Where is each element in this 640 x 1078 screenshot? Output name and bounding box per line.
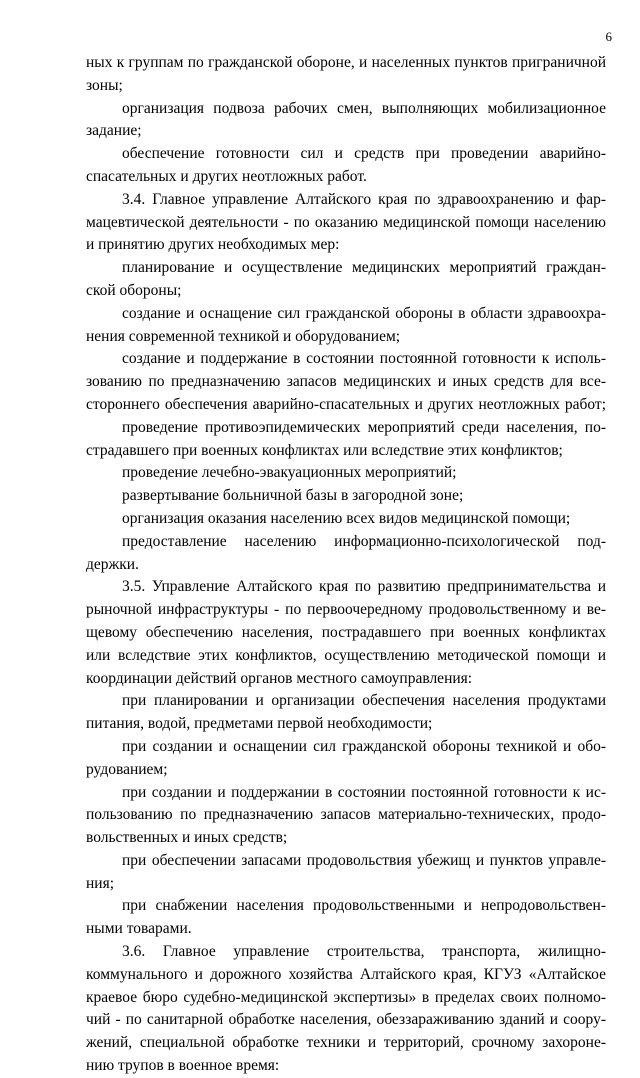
text-line: пользованию по предназначению запасов материально-технических, продо-	[86, 806, 606, 824]
text-line: рудованием;	[86, 760, 168, 778]
text-line: организация подвоза рабочих смен, выполняющих мобилизационное	[122, 99, 606, 117]
text-line: рыночной инфраструктуры - по первоочередному продовольственному и ве-	[86, 601, 606, 619]
text-line: жений, специальной обработке техники и территорий, срочному захороне-	[86, 1034, 606, 1052]
text-line: организация оказания населению всех видов медицинской помощи;	[122, 509, 571, 527]
text-line: создание и оснащение сил гражданской обороны в области здравоохра-	[122, 304, 606, 322]
text-line: питания, водой, предметами первой необходимости;	[86, 715, 433, 733]
text-line: при планировании и организации обеспечения населения продуктами	[122, 692, 606, 710]
document-body	[86, 52, 606, 1078]
text-line: предоставление населению информационно-психологической под-	[122, 532, 606, 550]
text-line: 3.6. Главное управление строительства, транспорта, жилищно-	[122, 943, 606, 961]
text-line: при снабжении населения продовольственными и непродовольствен-	[122, 897, 606, 915]
text-line: развертывание больничной базы в загородной зоне;	[122, 487, 464, 505]
text-line: зоны;	[86, 76, 123, 94]
text-line: планирование и осуществление медицинских мероприятий граждан-	[122, 259, 606, 277]
text-line: спасательных и других неотложных работ.	[86, 167, 367, 185]
page-number: 6	[605, 29, 612, 44]
text-line: при создании и оснащении сил гражданской обороны техникой и обо-	[122, 737, 606, 755]
text-line: чий - по санитарной обработке населения, обеззараживанию зданий и соору-	[86, 1011, 606, 1029]
text-line: страдавшего при военных конфликтах или вследствие этих конфликтов;	[86, 441, 563, 459]
text-line: краевое бюро судебно-медицинской экспертизы» в пределах своих полномо-	[86, 988, 606, 1006]
text-line: и принятию других необходимых мер:	[86, 236, 340, 254]
text-line: щевому обеспечению населения, пострадавшего при военных конфликтах	[86, 623, 606, 641]
text-line: зованию по предназначению запасов медицинских и иных средств для все-	[86, 373, 606, 391]
text-line: стороннего обеспечения аварийно-спасательных и других неотложных работ;	[86, 395, 606, 413]
text-line: ными товарами.	[86, 920, 192, 938]
text-line: ния;	[86, 874, 115, 892]
text-line: ской обороны;	[86, 281, 182, 299]
text-line: нения современной техникой и оборудованием;	[86, 327, 401, 345]
text-line: ных к группам по гражданской обороне, и населенных пунктов приграничной	[86, 54, 606, 71]
text-line: проведение лечебно-эвакуационных мероприятий;	[122, 464, 457, 482]
text-line: создание и поддержание в состоянии постоянной готовности к исполь-	[122, 350, 606, 368]
text-line: 3.5. Управление Алтайского края по развитию предпринимательства и	[122, 578, 606, 596]
text-line: при создании и поддержании в состоянии постоянной готовности к ис-	[122, 783, 606, 801]
text-line: или вследствие этих конфликтов, осуществлению методической помощи и	[86, 646, 606, 664]
text-line: обеспечение готовности сил и средств при проведении аварийно-	[122, 145, 606, 163]
text-line: вольственных и иных средств;	[86, 829, 288, 847]
text-line: проведение противоэпидемических мероприятий среди населения, по-	[122, 418, 606, 436]
text-line: при обеспечении запасами продовольствия убежищ и пунктов управле-	[122, 851, 606, 869]
text-line: мацевтической деятельности - по оказанию медицинской помощи населению	[86, 213, 606, 231]
text-line: коммунального и дорожного хозяйства Алтайского края, КГУЗ «Алтайское	[86, 965, 606, 983]
text-line: нию трупов в военное время:	[86, 1057, 280, 1075]
text-line: задание;	[86, 122, 142, 140]
text-line: 3.4. Главное управление Алтайского края по здравоохранению и фар-	[122, 190, 606, 208]
text-line: держки.	[86, 555, 139, 573]
text-line: координации действий органов местного самоуправления:	[86, 669, 473, 687]
